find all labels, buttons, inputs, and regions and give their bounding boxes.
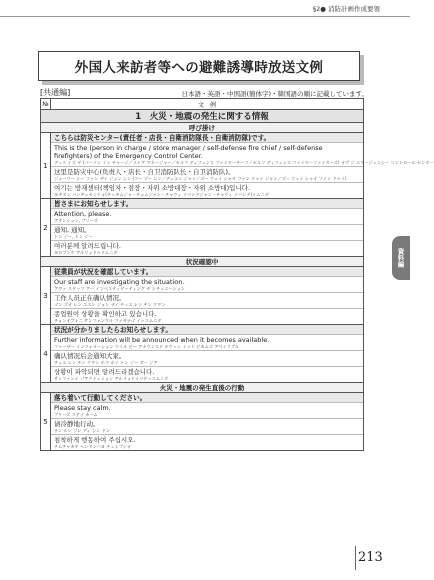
pronunciation-guide: ジョーリー シー ファン ザイ ジョン シン (フー ゾー レン／ディエン ジャン／ズー ウェイ シャオ ファン ドゥイ ジャン／ズー ウェイ シャオ ファン ドゥイ) <box>54 176 347 181</box>
col-no-header: № <box>42 100 49 108</box>
phrase-cell <box>51 199 364 257</box>
pronunciation-guide: サンファンイ パアクトェミョン アルリョドゥリゲッスムニダ <box>54 376 169 381</box>
pronunciation-guide: チン ルン ジン ディ シン ドン <box>54 428 111 433</box>
phrase-cell <box>51 393 364 451</box>
col-text-header: 文 例 <box>51 99 364 110</box>
section-title: 1 火災・地震の発生に関する情報 <box>41 110 364 123</box>
phrase-number: 4 <box>41 325 51 383</box>
phrase-en: This is the (person in charge / store manager / self-defense fire chief / self-defense firefighters) of the Emergency Control Center. <box>51 142 363 160</box>
column-header-row <box>41 99 364 110</box>
phrase-ko: 여기는 방재센터(책임자・점장・자위 소방대장・자위 소방대)입니다. <box>51 182 363 192</box>
pronunciation-guide: ゴン ズオ レン ユエン ジョン ザイ チュエ レン チン クワン <box>54 302 166 307</box>
subsection-row <box>41 257 364 267</box>
phrase-zh: 工作人员正在确认情况。 <box>51 292 363 302</box>
phrase-ko: 침착하게 행동하여 주십시오. <box>51 434 363 444</box>
phrase-row <box>41 267 364 325</box>
phrase-ja: 従業員が状況を確認しています。 <box>51 267 363 276</box>
phrase-row <box>41 133 364 199</box>
pronunciation-guide: ファーザー インフォメーション ウイル ビー アナウンスド ホウェン イット ビカムズ アベイラブル <box>54 344 240 349</box>
phrase-ko: 상황이 파악되면 알려드리겠습니다. <box>51 366 363 376</box>
subsection-row <box>41 123 364 133</box>
page-number-rule <box>355 546 356 570</box>
phrase-row <box>41 393 364 451</box>
phrase-number: 3 <box>41 267 51 325</box>
section-label: [共通編] <box>40 88 71 97</box>
phrase-ko: 여러분께 알려드립니다. <box>51 240 363 250</box>
pronunciation-guide: ディス イズ ザ (パーソン イン チャージ／ストア マネージャー／セルフ ディフェンス ファイヤーチーフ／セルフ ディフェンス ファイヤーファイターズ) オヴ ジ エマージェンシー コントロール センター <box>54 160 434 165</box>
phrase-number: 1 <box>41 133 51 199</box>
languages-note: 日本語・英語・中国語(簡体字)・韓国語の順に記載しています。 <box>181 90 368 98</box>
side-tab-label: 資料編 <box>396 248 405 268</box>
phrase-zh: 通知, 通知。 <box>51 224 363 234</box>
phrase-en: Our staff are investigating the situation. <box>51 276 363 286</box>
side-tab <box>392 236 410 280</box>
phrase-ja: 皆さまにお知らせします。 <box>51 199 363 208</box>
phrase-en: Please stay calm. <box>51 402 363 412</box>
page-title: 外国人来訪者等への避難誘導時放送文例 <box>74 60 324 76</box>
phrase-ja: 落ち着いて行動してください。 <box>51 393 363 402</box>
pronunciation-guide: ヨギヌン バンヂェセントォ(チェギムジャ・チョムジャン・チャウィ ソバンデジャン・チャウィ ソバンデ)イムニダ <box>54 192 269 197</box>
running-header: §2● 消防計画作成要領 <box>312 5 380 13</box>
phrase-ja: こちらは防災センター(責任者・店長・自衛消防隊長・自衛消防隊)です。 <box>51 133 363 142</box>
phrase-cell <box>51 325 364 383</box>
phrase-ko: 종업원이 상황을 확인하고 있습니다. <box>51 308 363 318</box>
phrase-row <box>41 199 364 257</box>
pronunciation-guide: アワァ スタッフ アー インベスティゲーティング ザ シチュエーション <box>54 286 185 291</box>
phrase-ja: 状況が分かりましたらお知らせします。 <box>51 325 363 334</box>
phrase-cell <box>51 267 364 325</box>
pronunciation-guide: アテンション, プリーズ <box>54 218 98 223</box>
section-title-row <box>41 110 364 123</box>
subsection-title: 火災・地震の発生直後の行動 <box>41 383 364 393</box>
title-box <box>38 51 360 81</box>
pronunciation-guide: チムチャカゲ ヘンドンハヨ チュシプシオ <box>54 444 132 449</box>
phrase-number: 5 <box>41 393 51 451</box>
pronunciation-guide: ヨロブンケ アルリョドゥリムニダ <box>54 250 118 255</box>
pronunciation-guide: チュエ レン チン クワン ホウ ホイ トン ジー ダー ジア <box>54 360 158 365</box>
phrase-zh: 这里是防灾中心(负责人・店长・自卫消防队长・自卫消防队)。 <box>51 166 363 176</box>
phrase-number: 2 <box>41 199 51 257</box>
header-rule <box>0 16 410 17</box>
pronunciation-guide: チョンオブォニ サンファンウル ファギナゴ イッスムニダ <box>54 318 162 323</box>
phrase-cell <box>51 133 434 199</box>
phrase-zh: 请冷静地行动。 <box>51 418 363 428</box>
subsection-title: 呼び掛け <box>41 123 364 133</box>
phrase-en: Attention, please. <box>51 208 363 218</box>
phrase-en: Further information will be announced when it becomes available. <box>51 334 363 344</box>
page-number: 213 <box>358 550 383 565</box>
pronunciation-guide: プリーズ ステイ カーム <box>54 412 98 417</box>
pronunciation-guide: トン ジー, トン ジー <box>54 234 93 239</box>
subsection-title: 状況確認中 <box>41 257 364 267</box>
phrase-row <box>41 325 364 383</box>
subsection-row <box>41 383 364 393</box>
phrase-zh: 确认情况后会通知大家。 <box>51 350 363 360</box>
